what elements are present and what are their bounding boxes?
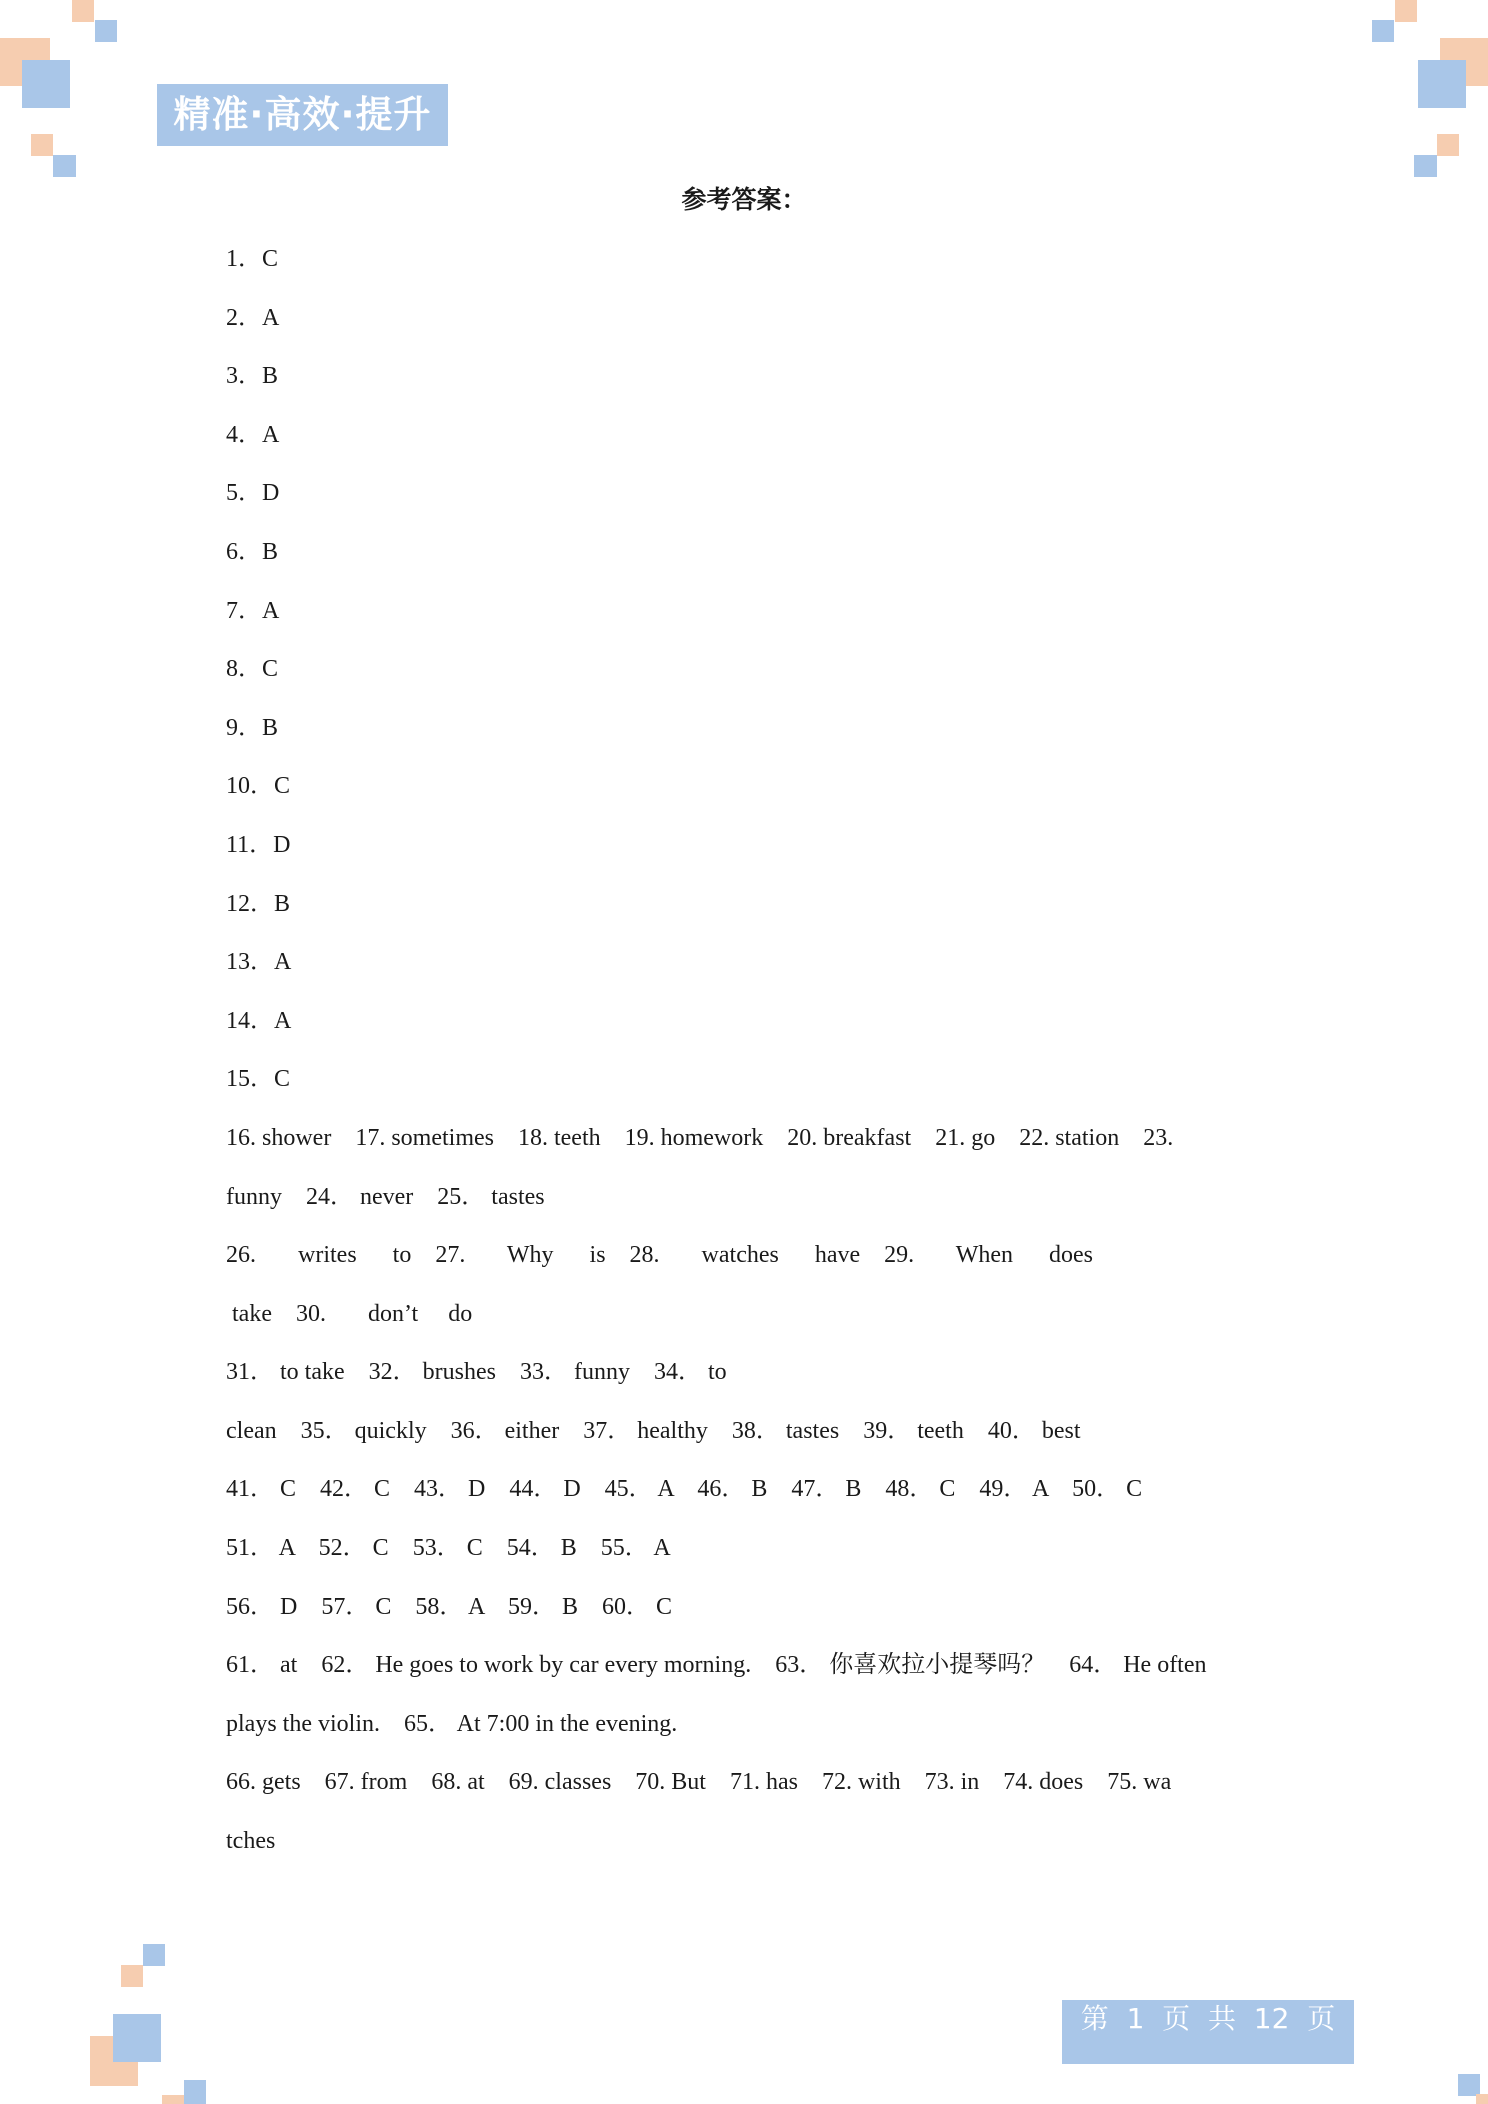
answer-line: 4．A xyxy=(226,421,280,448)
answer-line: funny 24． never 25． tastes xyxy=(226,1183,545,1210)
answer-line: 9．B xyxy=(226,714,279,741)
decor-square xyxy=(1372,20,1394,42)
decor-square xyxy=(1458,2074,1480,2096)
decor-square xyxy=(53,155,76,177)
answer-line: 66. gets 67. from 68. at 69. classes 70. But 71. has 72. with 73. in 74. does 75. wa xyxy=(226,1769,1172,1796)
answer-line: 7．A xyxy=(226,597,280,624)
decor-square xyxy=(162,2095,184,2104)
answer-line: 14．A xyxy=(226,1007,292,1034)
page-number-footer: 第 1 页 共 12 页 xyxy=(1062,2000,1354,2064)
decor-square xyxy=(22,60,70,108)
answer-line: 16. shower 17. sometimes 18. teeth 19. homework 20. breakfast 21. go 22. station 23. xyxy=(226,1124,1174,1151)
answer-line: take 30. don’t do xyxy=(226,1300,473,1327)
answer-line: tches xyxy=(226,1828,276,1855)
answer-line: 8．C xyxy=(226,656,279,683)
answer-line: 10．C xyxy=(226,773,291,800)
decor-square xyxy=(143,1944,165,1966)
decor-square xyxy=(1395,0,1417,22)
answer-line: 26. writes to 27. Why is 28. watches have 29. When does xyxy=(226,1242,1094,1269)
answer-line: 3．B xyxy=(226,363,279,390)
answer-line: 31． to take 32． brushes 33． funny 34． to xyxy=(226,1359,727,1386)
answer-line: clean 35． quickly 36． either 37． healthy 38． tastes 39． teeth 40． best xyxy=(226,1417,1081,1444)
answer-line: 2．A xyxy=(226,304,280,331)
answer-list xyxy=(226,230,1306,1871)
answer-line: 11．D xyxy=(226,831,291,858)
answer-line: plays the violin. 65． At 7:00 in the evening. xyxy=(226,1710,678,1737)
decor-square xyxy=(1418,60,1466,108)
decor-square xyxy=(72,0,94,22)
answer-line: 15．C xyxy=(226,1066,291,1093)
answer-line: 1．C xyxy=(226,246,279,272)
answer-line: 61． at 62． He goes to work by car every morning. 63． 你喜欢拉小提琴吗？ 64． He often xyxy=(226,1652,1207,1679)
answer-line: 6．B xyxy=(226,538,279,565)
decor-square xyxy=(184,2080,206,2104)
decor-square xyxy=(1437,134,1459,156)
answer-line: 12．B xyxy=(226,890,291,917)
answer-line: 56． D 57． C 58． A 59． B 60． C xyxy=(226,1593,673,1620)
decor-square xyxy=(31,134,53,156)
decor-square xyxy=(1476,2094,1488,2104)
decor-square xyxy=(113,2014,161,2062)
answer-line: 41． C 42． C 43． D 44． D 45． A 46． B 47． B 48． C 49． A 50． C xyxy=(226,1476,1143,1503)
answer-line: 51． A 52． C 53． C 54． B 55． A xyxy=(226,1535,671,1562)
answer-line: 13．A xyxy=(226,949,292,976)
brand-banner: 精准·高效·提升 xyxy=(157,84,448,146)
decor-square xyxy=(121,1965,143,1987)
decor-square xyxy=(1414,155,1437,177)
page-title: 参考答案： xyxy=(681,185,807,214)
decor-square xyxy=(95,20,117,42)
answer-line: 5．D xyxy=(226,480,280,507)
